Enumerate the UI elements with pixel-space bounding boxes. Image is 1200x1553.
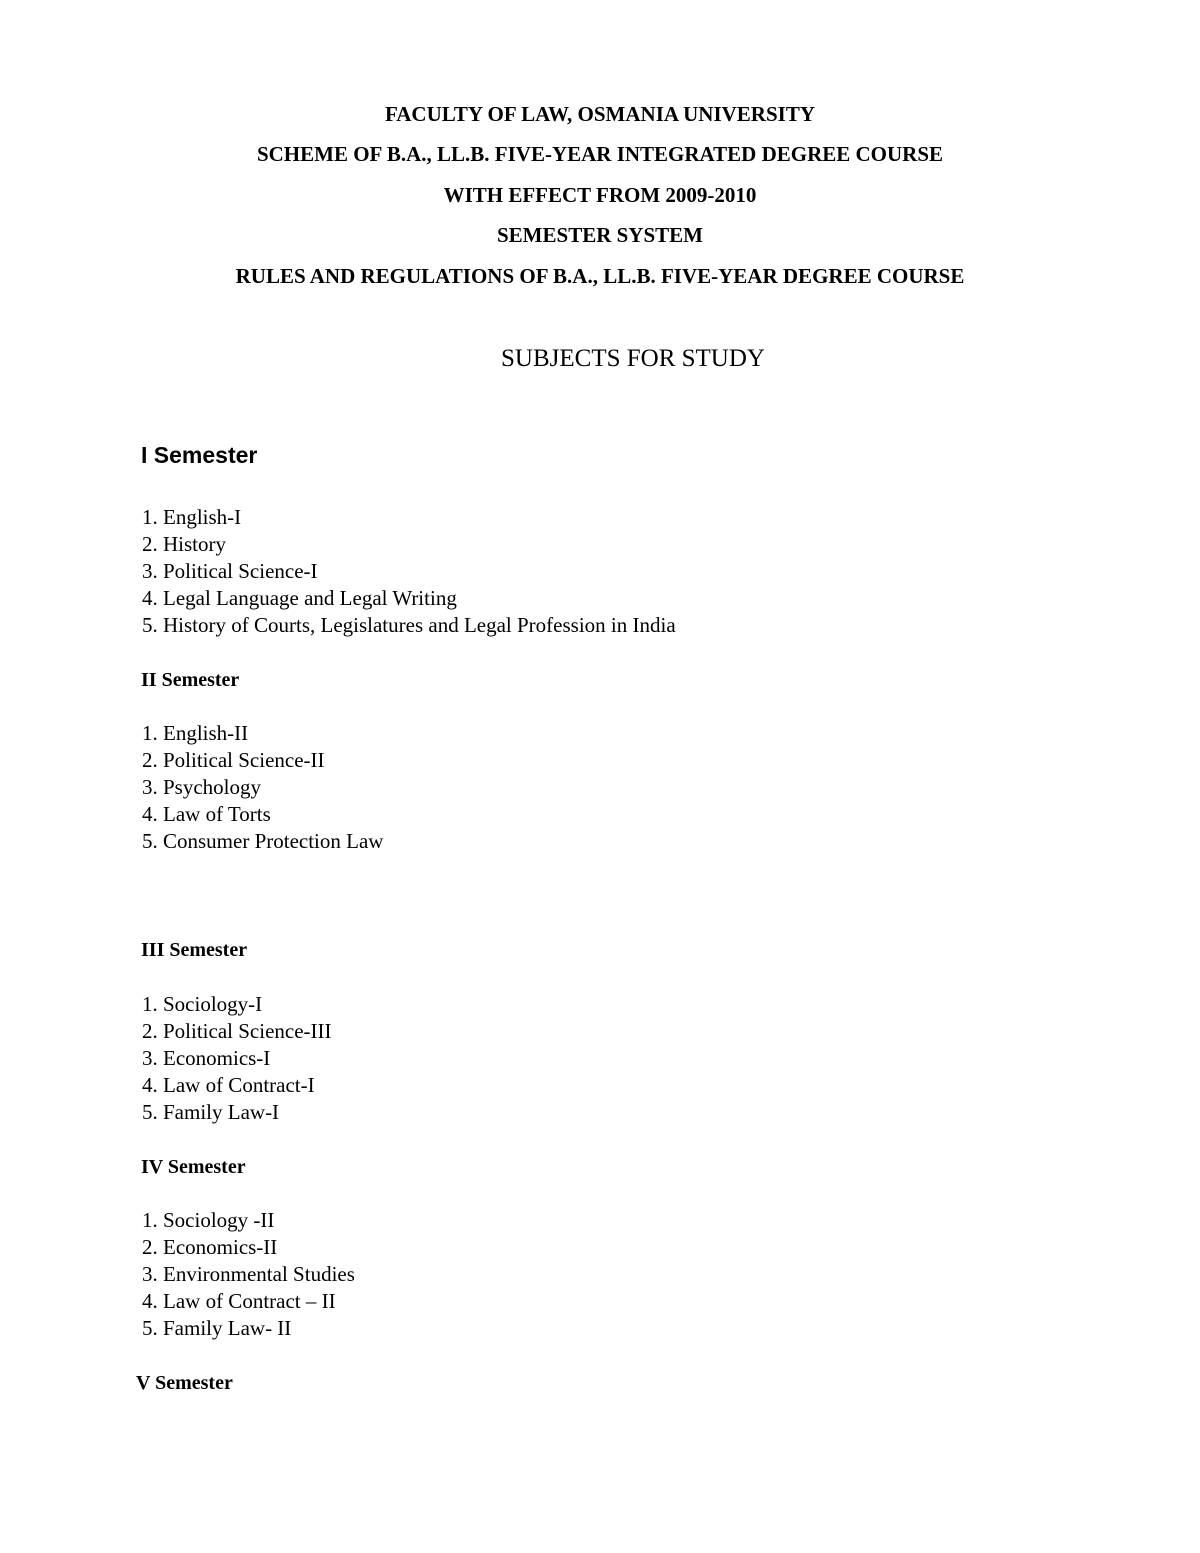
- subject-item: 2. History: [142, 532, 226, 556]
- subject-item: 3. Psychology: [142, 775, 262, 799]
- semester-4-heading: IV Semester: [141, 1156, 246, 1178]
- semester-3-heading: III Semester: [141, 939, 248, 961]
- subject-item: 3. Economics-I: [142, 1046, 271, 1070]
- subject-item: 2. Political Science-III: [142, 1019, 332, 1043]
- semester-5-heading: V Semester: [136, 1372, 233, 1394]
- subject-item: 2. Political Science-II: [142, 748, 325, 772]
- subject-item: 5. Family Law-I: [142, 1100, 280, 1124]
- header-rules-regulations: RULES AND REGULATIONS OF B.A., LL.B. FIVE-YEAR DEGREE COURSE: [235, 264, 965, 288]
- subject-item: 1. English-I: [142, 505, 242, 529]
- subject-item: 4. Law of Torts: [142, 802, 271, 826]
- subject-item: 4. Law of Contract – II: [142, 1289, 336, 1313]
- subject-item: 1. English-II: [142, 721, 249, 745]
- semester-1-subject-list: [142, 504, 676, 639]
- subject-item: 3. Political Science-I: [142, 559, 318, 583]
- semester-3-subject-list: [142, 991, 332, 1126]
- subject-item: 4. Law of Contract-I: [142, 1073, 315, 1097]
- subjects-for-study-title: SUBJECTS FOR STUDY: [501, 345, 765, 372]
- header-effect-date: WITH EFFECT FROM 2009-2010: [443, 183, 757, 207]
- subject-item: 4. Legal Language and Legal Writing: [142, 586, 457, 610]
- semester-4-subject-list: [142, 1207, 355, 1342]
- subject-item: 1. Sociology-I: [142, 992, 263, 1016]
- header-scheme: SCHEME OF B.A., LL.B. FIVE-YEAR INTEGRATED DEGREE COURSE: [256, 142, 944, 166]
- semester-2-heading: II Semester: [141, 669, 240, 691]
- subject-item: 3. Environmental Studies: [142, 1262, 355, 1286]
- subject-item: 5. Family Law- II: [142, 1316, 292, 1340]
- header-semester-system: SEMESTER SYSTEM: [497, 223, 703, 247]
- subject-item: 5. History of Courts, Legislatures and Legal Profession in India: [142, 613, 676, 637]
- subject-item: 1. Sociology -II: [142, 1208, 275, 1232]
- subject-item: 2. Economics-II: [142, 1235, 278, 1259]
- header-faculty: FACULTY OF LAW, OSMANIA UNIVERSITY: [385, 102, 815, 126]
- semester-2-subject-list: [142, 720, 383, 855]
- subject-item: 5. Consumer Protection Law: [142, 829, 384, 853]
- semester-1-heading: I Semester: [141, 442, 258, 468]
